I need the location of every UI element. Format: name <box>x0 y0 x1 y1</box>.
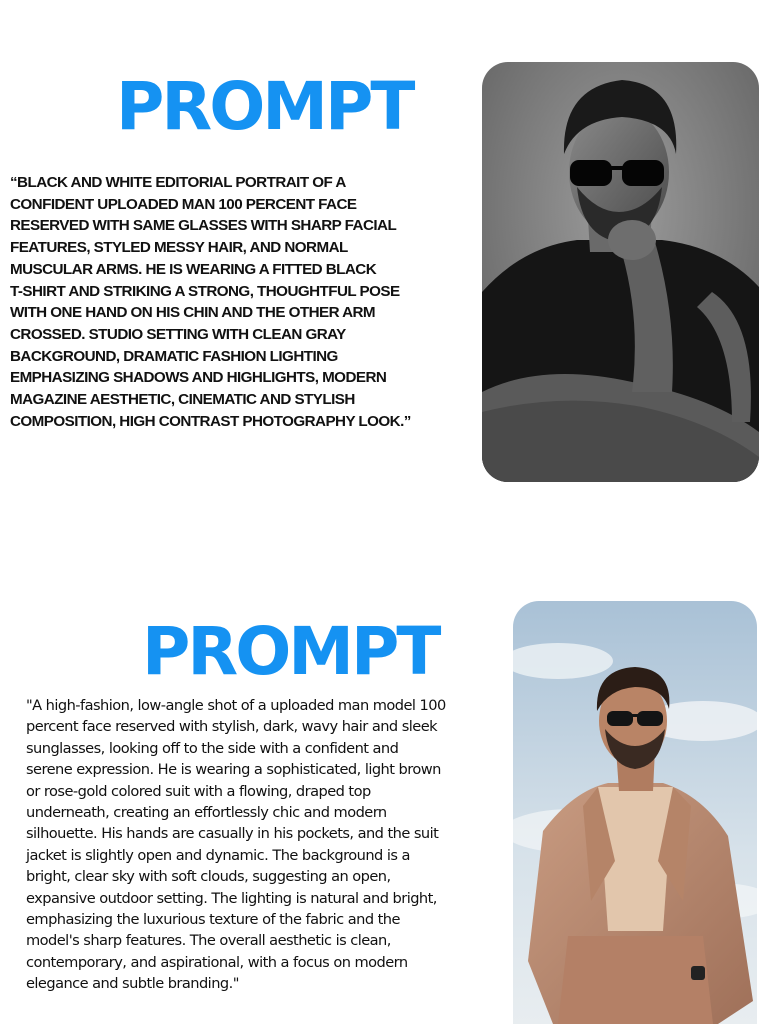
black-and-white-portrait-photo <box>482 62 759 482</box>
section-2-heading: PROMPT <box>142 613 439 690</box>
section-1-prompt-text: “BLACK AND WHITE EDITORIAL PORTRAIT OF A CONFIDENT UPLOADED MAN 100 PERCENT FACE RESERVED WITH SAME GLASSES WITH SHARP FACIAL FEATURES, STYLED MESSY HAIR, AND NORMAL MUSCULAR ARMS. HE IS WEARING A FITTED BLACK T-SHIRT AND STRIKING A STRONG, THOUGHTFUL POSE WITH ONE HAND ON HIS CHIN AND THE OTHER ARM CROSSED. STUDIO SETTING WITH CLEAN GRAY BACKGROUND, DRAMATIC FASHION LIGHTING EMPHASIZING SHADOWS AND HIGHLIGHTS, MODERN MAGAZINE AESTHETIC, CINEMATIC AND STYLISH COMPOSITION, HIGH CONTRAST PHOTOGRAPHY LOOK.” <box>10 174 411 430</box>
sky-suit-portrait-photo <box>513 601 757 1024</box>
section-1-heading: PROMPT <box>116 68 413 145</box>
section-2-prompt-text: "A high-fashion, low-angle shot of a uploaded man model 100 percent face reserved with stylish, dark, wavy hair and sleek sunglasses, looking off to the side with a confident and serene expression. He is wearing a sophisticated, light brown or rose-gold colored suit with a flowing, draped top underneath, creating an effortlessly chic and modern silhouette. His hands are casually in his pockets, and the suit jacket is slightly open and dynamic. The background is a bright, clear sky with soft clouds, suggesting an open, expansive outdoor setting. The lighting is natural and bright, emphasizing the luxurious texture of the fabric and the model's sharp features. The overall aesthetic is clean, contemporary, and aspirational, with a focus on modern elegance and subtle branding." <box>26 697 446 993</box>
